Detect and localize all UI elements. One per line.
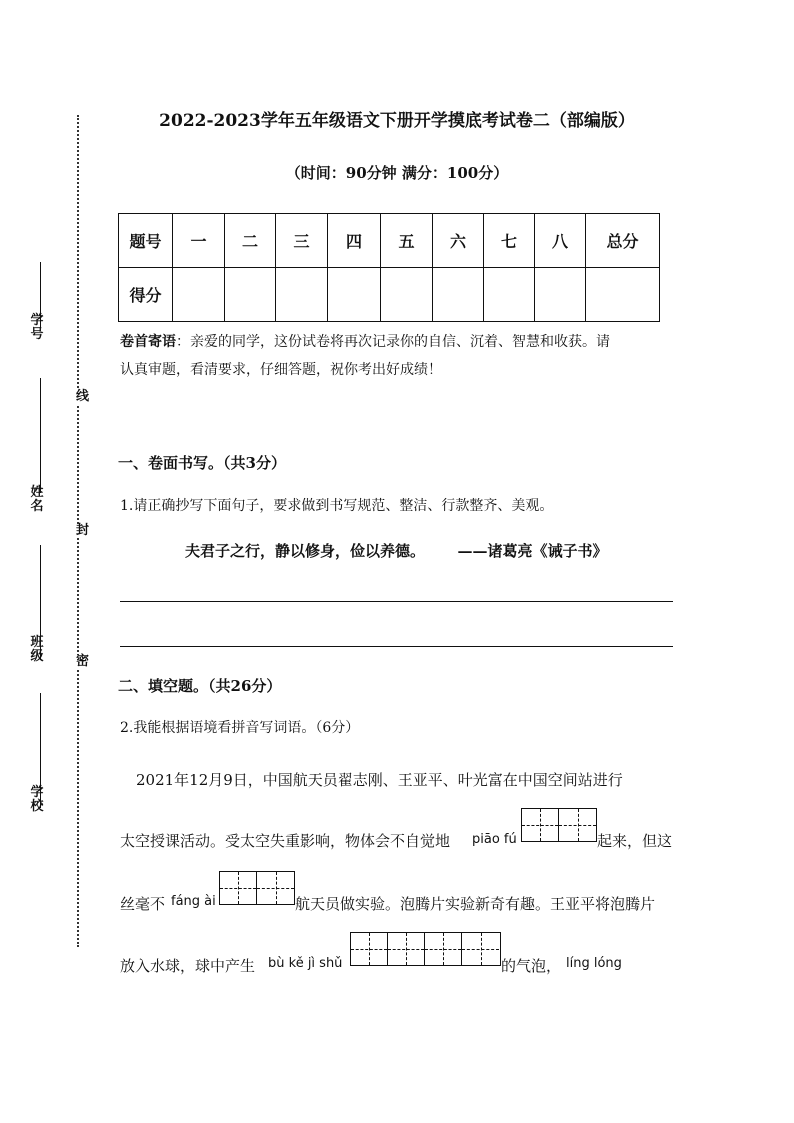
score-table bbox=[118, 213, 660, 322]
answer-cell[interactable] bbox=[522, 809, 559, 841]
quote-source: ——诸葛亮《诫子书》 bbox=[457, 542, 608, 560]
class-label: 班级 bbox=[30, 635, 44, 664]
score-cell[interactable] bbox=[225, 268, 276, 322]
pinyin-fangai: fáng ài bbox=[171, 894, 216, 909]
answer-cell[interactable] bbox=[559, 809, 596, 841]
answer-cell[interactable] bbox=[462, 933, 499, 965]
writing-line[interactable] bbox=[120, 601, 673, 602]
passage-line-2-end: 起来，但这 bbox=[597, 832, 673, 850]
answer-grid-piaofu[interactable] bbox=[521, 808, 597, 842]
score-cell[interactable] bbox=[173, 268, 225, 322]
writing-line[interactable] bbox=[120, 646, 673, 647]
answer-grid-fangai[interactable] bbox=[219, 871, 295, 905]
exam-subtitle: （时间：90分钟 满分：100分） bbox=[285, 164, 509, 182]
seal-char-secret: 密 bbox=[76, 654, 90, 669]
intro-line-1: 卷首寄语：亲爱的同学，这份试卷将再次记录你的自信、沉着、智慧和收获。请 bbox=[120, 334, 610, 350]
score-cell[interactable] bbox=[276, 268, 328, 322]
intro-paragraph bbox=[120, 328, 680, 384]
score-cell[interactable] bbox=[484, 268, 535, 322]
score-cell[interactable] bbox=[328, 268, 381, 322]
passage-line-4: 放入水球，球中产生 bbox=[120, 957, 256, 975]
passage-line-3-end: 航天员做实验。泡腾片实验新奇有趣。王亚平将泡腾片 bbox=[295, 895, 656, 913]
question-2: 2.我能根据语境看拼音写词语。（6分） bbox=[120, 720, 360, 736]
exam-title: 2022-2023学年五年级语文下册开学摸底考试卷二（部编版） bbox=[159, 111, 635, 131]
answer-cell[interactable] bbox=[351, 933, 388, 965]
score-table-score-row bbox=[119, 268, 660, 322]
passage-line-1: 2021年12月9日，中国航天员翟志刚、王亚平、叶光富在中国空间站进行 bbox=[136, 771, 623, 789]
seal-char-seal: 封 bbox=[76, 523, 90, 538]
answer-cell[interactable] bbox=[425, 933, 462, 965]
header-cell: 三 bbox=[276, 214, 328, 268]
score-table-header-row bbox=[119, 214, 660, 268]
header-cell: 二 bbox=[225, 214, 276, 268]
score-cell[interactable] bbox=[535, 268, 586, 322]
header-cell: 一 bbox=[173, 214, 225, 268]
score-row-label: 得分 bbox=[119, 268, 173, 322]
school-label: 学校 bbox=[30, 785, 44, 814]
header-cell: 题号 bbox=[119, 214, 173, 268]
intro-label: 卷首寄语 bbox=[120, 334, 176, 350]
header-cell: 七 bbox=[484, 214, 535, 268]
question-1: 1.请正确抄写下面句子，要求做到书写规范、整洁、行款整齐、美观。 bbox=[120, 498, 554, 514]
name-label: 姓名 bbox=[30, 485, 44, 514]
score-cell[interactable] bbox=[433, 268, 484, 322]
intro-line-2: 认真审题，看清要求，仔细答题，祝你考出好成绩！ bbox=[120, 362, 442, 378]
section1-heading: 一、卷面书写。（共3分） bbox=[118, 454, 286, 472]
pinyin-linglong: líng lóng bbox=[566, 956, 622, 971]
header-cell: 四 bbox=[328, 214, 381, 268]
score-cell[interactable] bbox=[586, 268, 660, 322]
section2-heading: 二、填空题。（共26分） bbox=[118, 677, 282, 695]
passage-line-3: 丝毫不 bbox=[120, 895, 166, 913]
answer-cell[interactable] bbox=[388, 933, 425, 965]
name-line bbox=[40, 378, 41, 493]
student-id-label: 学号 bbox=[30, 313, 44, 342]
answer-cell[interactable] bbox=[257, 872, 294, 904]
passage-line-4-end: 的气泡， bbox=[501, 957, 562, 975]
seal-char-line: 线 bbox=[76, 389, 90, 404]
pinyin-bukejishu: bù kě jì shǔ bbox=[268, 956, 343, 971]
pinyin-piaofu: piāo fú bbox=[472, 832, 517, 847]
header-cell: 八 bbox=[535, 214, 586, 268]
passage-line-2: 太空授课活动。受太空失重影响，物体会不自觉地 bbox=[120, 832, 451, 850]
score-cell[interactable] bbox=[381, 268, 433, 322]
answer-grid-bukejishu[interactable] bbox=[350, 932, 501, 966]
header-cell: 六 bbox=[433, 214, 484, 268]
answer-cell[interactable] bbox=[220, 872, 257, 904]
header-cell: 总分 bbox=[586, 214, 660, 268]
quote-line bbox=[185, 540, 608, 561]
header-cell: 五 bbox=[381, 214, 433, 268]
quote-text: 夫君子之行，静以修身，俭以养德。 bbox=[185, 542, 426, 560]
